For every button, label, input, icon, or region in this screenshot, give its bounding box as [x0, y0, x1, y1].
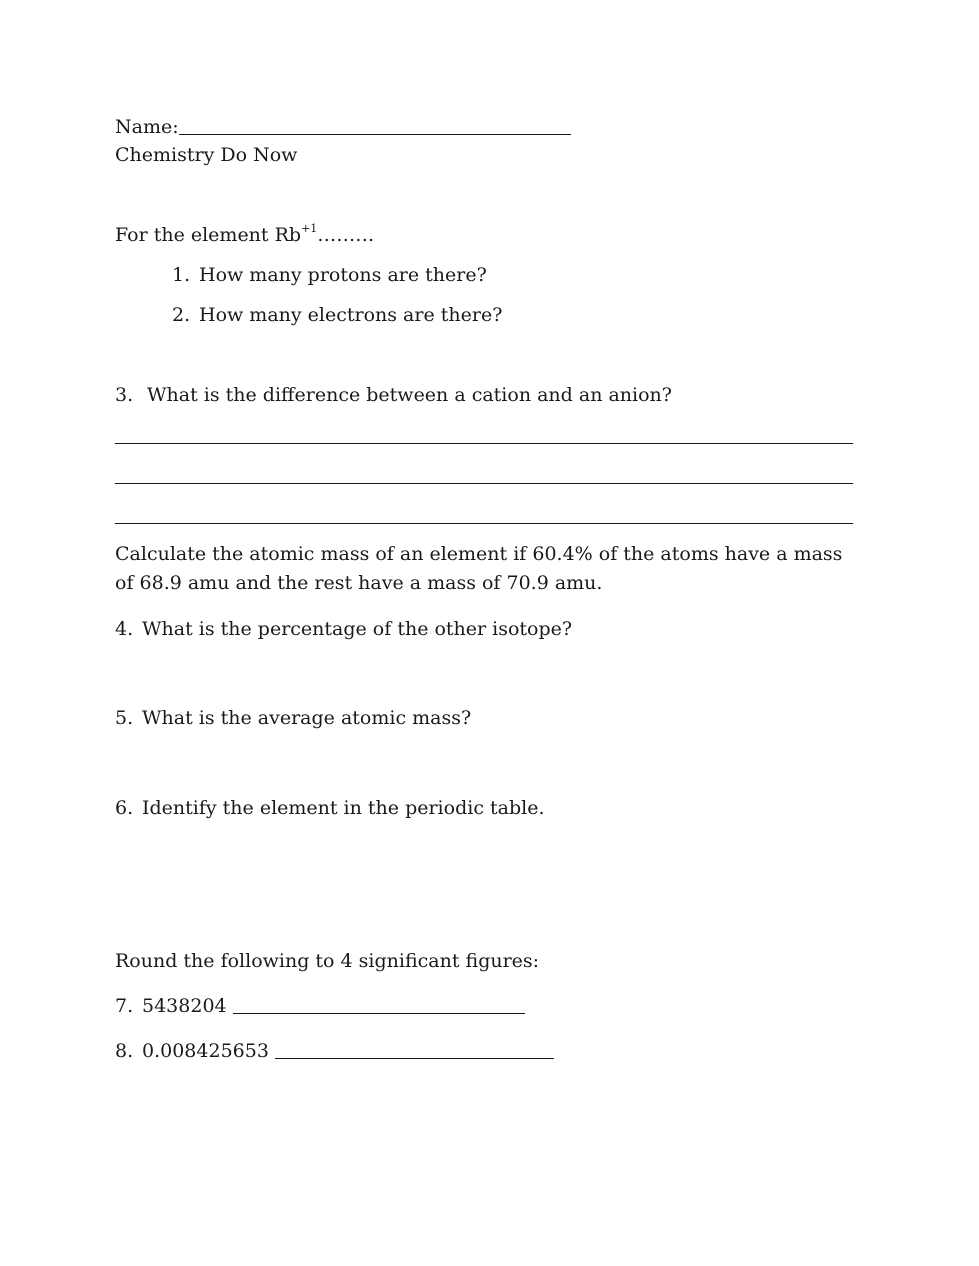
- name-label: Name:: [115, 116, 179, 138]
- question-text: How many electrons are there?: [199, 304, 503, 326]
- question-5: [115, 709, 471, 728]
- answer-line-1[interactable]: [115, 443, 853, 444]
- sig-figs-prompt: Round the following to 4 significant figures:: [115, 950, 540, 972]
- question-7: [115, 997, 525, 1016]
- question-number: 2.: [172, 304, 191, 326]
- question-8-answer-blank[interactable]: [275, 1056, 554, 1059]
- question-2: [172, 306, 502, 325]
- question-number: 4.: [115, 618, 134, 640]
- name-blank-line[interactable]: [179, 132, 571, 135]
- question-1: [172, 266, 487, 285]
- question-4: [115, 620, 572, 639]
- question-6: [115, 799, 544, 818]
- element-intro: [115, 222, 375, 246]
- question-number: 3.: [115, 384, 134, 406]
- question-number: 1.: [172, 264, 191, 286]
- atomic-mass-prompt: Calculate the atomic mass of an element if 60.4% of the atoms have a mass of 68.9 amu and the rest have a mass of 70.9 amu.: [115, 543, 843, 594]
- question-3: [115, 386, 672, 405]
- question-number: 7.: [115, 995, 134, 1017]
- answer-line-2[interactable]: [115, 483, 853, 484]
- name-field-row: [115, 118, 571, 137]
- question-text: Identify the element in the periodic table.: [142, 797, 545, 819]
- question-text: What is the difference between a cation and an anion?: [147, 384, 672, 406]
- element-intro-prefix: For the element Rb: [115, 224, 302, 246]
- element-charge: +1: [301, 222, 318, 235]
- answer-line-3[interactable]: [115, 523, 853, 524]
- element-intro-suffix: ………: [317, 224, 375, 246]
- question-7-answer-blank[interactable]: [233, 1011, 525, 1014]
- question-number: 8.: [115, 1040, 134, 1062]
- question-text: What is the average atomic mass?: [142, 707, 472, 729]
- question-value: 5438204: [142, 995, 227, 1017]
- question-8: [115, 1042, 554, 1061]
- question-text: What is the percentage of the other isotope?: [142, 618, 573, 640]
- question-number: 6.: [115, 797, 134, 819]
- question-number: 5.: [115, 707, 134, 729]
- worksheet-title: Chemistry Do Now: [115, 144, 298, 166]
- question-text: How many protons are there?: [199, 264, 487, 286]
- question-value: 0.008425653: [142, 1040, 269, 1062]
